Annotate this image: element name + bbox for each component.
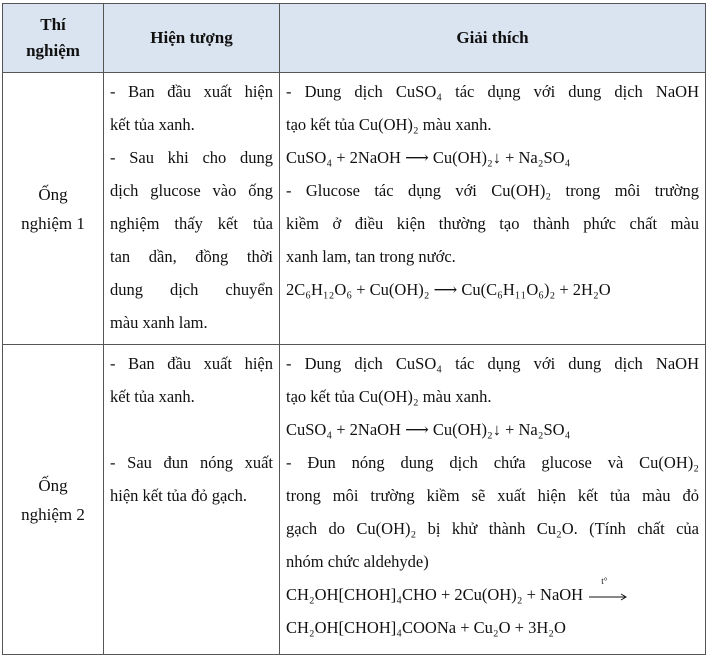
header-experiment: [3, 4, 104, 73]
experiment-table: [2, 3, 706, 655]
phen-line: dịch glucose vào ống: [110, 181, 273, 200]
header-experiment-line2: nghiệm: [26, 41, 80, 60]
tube-2-name-line2: nghiệm 2: [21, 504, 85, 524]
tube-1-name-line2: nghiệm 1: [21, 213, 85, 233]
tube-2-name: [3, 345, 104, 655]
phen-line: - Ban đầu xuất hiện: [110, 82, 273, 101]
equation-cuso4-naoh: CuSO₄ + 2NaOH ⟶ Cu(OH)₂↓ + Na₂SO₄: [286, 420, 571, 439]
expl-line: - Dung dịch CuSO₄ tác dụng với dung dịch NaOH: [286, 82, 699, 101]
phen-line: nghiệm thấy kết tủa: [110, 214, 273, 233]
expl-line: nhóm chức aldehyde): [286, 552, 429, 571]
tube-1-name: [3, 73, 104, 345]
equation-right: CH₂OH[CHOH]₄COONa + Cu₂O + 3H₂O: [286, 618, 566, 637]
tube-2-name-line1: Ống: [38, 475, 68, 495]
tube-1-phenomenon: [104, 73, 280, 345]
phen-line: kết tủa xanh.: [110, 115, 195, 134]
header-experiment-line1: Thí: [40, 15, 66, 34]
phen-line: tan dần, đồng thời: [110, 247, 273, 266]
heat-arrow: [587, 576, 629, 601]
expl-line: trong môi trường kiềm sẽ xuất hiện kết tủa màu đỏ: [286, 486, 699, 505]
arrow-icon: [587, 593, 629, 601]
phen-line: - Sau khi cho dung: [110, 148, 273, 167]
table-row-tube-1: [3, 73, 706, 345]
heat-label: t°: [601, 576, 608, 587]
expl-line: tạo kết tủa Cu(OH)₂ màu xanh.: [286, 115, 492, 134]
phen-line: - Ban đầu xuất hiện: [110, 354, 273, 373]
header-row: [3, 4, 706, 73]
expl-line: gạch do Cu(OH)₂ bị khử thành Cu₂O. (Tính chất của: [286, 519, 699, 538]
header-phenomenon: Hiện tượng: [104, 4, 280, 73]
spacer: [110, 413, 273, 446]
phen-line: - Sau đun nóng xuất: [110, 453, 273, 472]
expl-line: xanh lam, tan trong nước.: [286, 247, 456, 266]
equation-left: CH₂OH[CHOH]₄CHO + 2Cu(OH)₂ + NaOH: [286, 585, 584, 604]
equation-glucose-complex: 2C₆H₁₂O₆ + Cu(OH)₂ ⟶ Cu(C₆H₁₁O₆)₂ + 2H₂O: [286, 280, 611, 299]
tube-2-phenomenon: [104, 345, 280, 655]
equation-glucose-oxidation: [286, 578, 699, 611]
equation-cuso4-naoh: CuSO₄ + 2NaOH ⟶ Cu(OH)₂↓ + Na₂SO₄: [286, 148, 571, 167]
phen-line: hiện kết tủa đỏ gạch.: [110, 486, 247, 505]
expl-line: tạo kết tủa Cu(OH)₂ màu xanh.: [286, 387, 492, 406]
expl-line: - Đun nóng dung dịch chứa glucose và Cu(OH)₂: [286, 453, 699, 472]
expl-line: - Glucose tác dụng với Cu(OH)₂ trong môi trường: [286, 181, 699, 200]
tube-1-name-line1: Ống: [38, 184, 68, 204]
phen-line: kết tủa xanh.: [110, 387, 195, 406]
tube-2-explanation: [280, 345, 706, 655]
header-explanation: Giải thích: [280, 4, 706, 73]
expl-line: - Dung dịch CuSO₄ tác dụng với dung dịch NaOH: [286, 354, 699, 373]
phen-line: dung dịch chuyển: [110, 280, 273, 299]
expl-line: kiềm ở điều kiện thường tạo thành phức chất màu: [286, 214, 699, 233]
phen-line: màu xanh lam.: [110, 313, 208, 332]
tube-1-explanation: [280, 73, 706, 345]
table-row-tube-2: [3, 345, 706, 655]
